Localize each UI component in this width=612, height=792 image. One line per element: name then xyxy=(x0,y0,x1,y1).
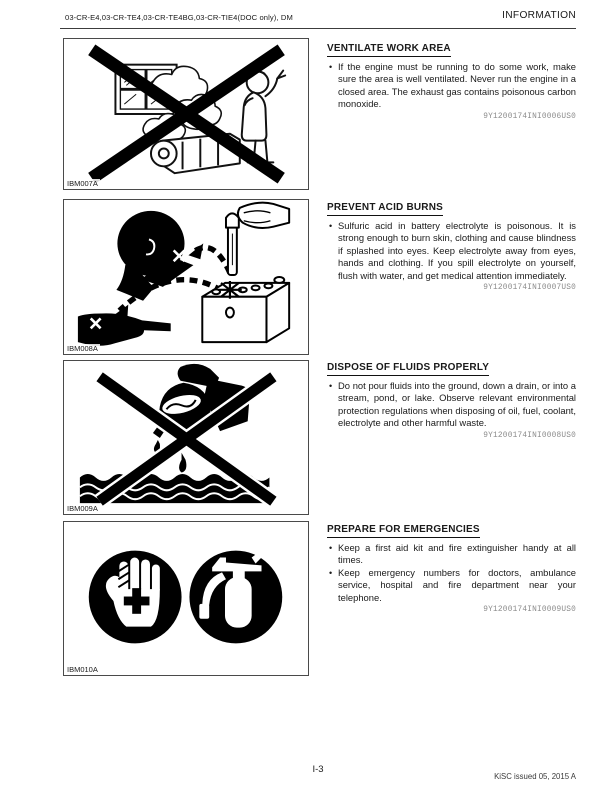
bullet-marker: • xyxy=(329,221,333,231)
bullet-item xyxy=(327,220,576,282)
bullet-text: Do not pour fluids into the ground, down a drain, or into a stream, pond, or lake. Observe relevant environmental protection regulations when disposing of oil, fuel, coolant, electrolyte and other harmful waste. xyxy=(338,380,576,429)
section-ventilate-work-area xyxy=(327,38,576,121)
figure-box-dispose-fluids xyxy=(63,360,309,515)
first-aid-and-fire-extinguisher-icon xyxy=(64,522,308,675)
section-title: DISPOSE OF FLUIDS PROPERLY xyxy=(327,362,489,376)
figure-box-ventilate xyxy=(63,38,309,190)
bullet-marker: • xyxy=(329,381,333,391)
section-prevent-acid-burns xyxy=(327,197,576,292)
section-title: PREVENT ACID BURNS xyxy=(327,202,443,216)
battery-acid-splash-icon xyxy=(64,200,308,354)
bullet-text: If the engine must be running to do some work, make sure the area is well ventilated. Never run the engine in a closed area. The exhaust gas contains poisonous carbon monoxide. xyxy=(338,61,576,110)
figure-label: IBM007A xyxy=(67,179,98,188)
section-prepare-for-emergencies xyxy=(327,519,576,614)
section-title: PREPARE FOR EMERGENCIES xyxy=(327,524,480,538)
figure-box-emergencies xyxy=(63,521,309,676)
page-number: I-3 xyxy=(312,764,324,775)
figure-label: IBM009A xyxy=(67,504,98,513)
figure-label: IBM008A xyxy=(67,344,98,353)
section-dispose-of-fluids xyxy=(327,357,576,440)
bullet-item xyxy=(327,61,576,111)
bullet-item xyxy=(327,380,576,430)
bullet-marker: • xyxy=(329,543,333,553)
header-chapter-title: INFORMATION xyxy=(502,10,576,21)
bullet-marker: • xyxy=(329,567,333,578)
no-running-engine-indoors-icon xyxy=(64,39,308,189)
bullet-text: Keep emergency numbers for doctors, ambulance service, hospital and fire department near your telephone. xyxy=(338,566,576,603)
bullet-item xyxy=(327,567,576,604)
issue-note: KiSC issued 05, 2015 A xyxy=(494,772,576,781)
header-rule xyxy=(60,28,576,29)
bullet-text: Sulfuric acid in battery electrolyte is poisonous. It is strong enough to burn skin, clothing and cause blindness if splashed into eyes. Keep electrolyte away from eyes, hands and clothing. If you spill electrolyte on yourself, flush with water, and get medical attention immediately. xyxy=(338,220,576,281)
no-pouring-fluids-into-water-icon xyxy=(64,361,308,514)
section-title: VENTILATE WORK AREA xyxy=(327,43,451,57)
bullet-item xyxy=(327,542,576,567)
header-model-codes: 03-CR-E4,03-CR-TE4,03-CR-TE4BG,03-CR-TIE4(DOC only), DM xyxy=(65,13,293,22)
figure-box-acid-burns xyxy=(63,199,309,355)
figure-label: IBM010A xyxy=(67,665,98,674)
bullet-marker: • xyxy=(329,62,333,72)
bullet-text: Keep a first aid kit and fire extinguisher handy at all times. xyxy=(338,542,576,566)
section-code: 9Y1200174INI0009US0 xyxy=(483,606,576,615)
section-code: 9Y1200174INI0007US0 xyxy=(483,284,576,293)
section-code: 9Y1200174INI0006US0 xyxy=(483,112,576,121)
section-code: 9Y1200174INI0008US0 xyxy=(483,431,576,440)
